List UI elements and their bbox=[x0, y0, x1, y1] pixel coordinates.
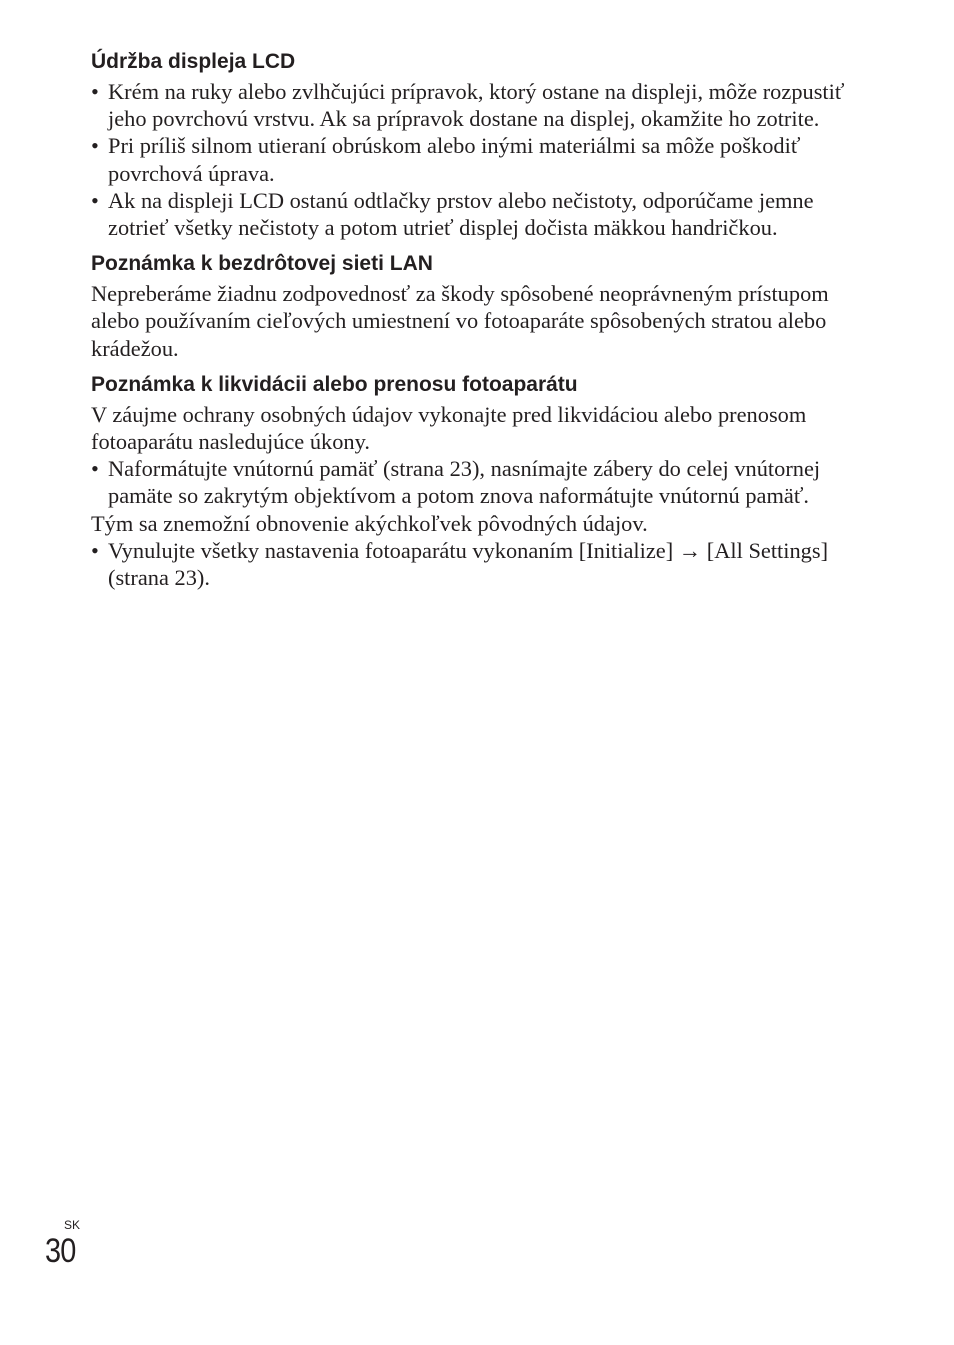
bullet-icon: • bbox=[91, 537, 99, 563]
paragraph: V záujme ochrany osobných údajov vykonajte pred likvidáciou alebo prenosom fotoaparátu nasledujúce úkony. bbox=[91, 401, 807, 455]
list-item bbox=[91, 537, 851, 591]
list-item-text: Pri príliš silnom utieraní obrúskom alebo inými materiálmi sa môže poškodiť povrchová úprava. bbox=[108, 133, 801, 186]
section-disposal-transfer bbox=[91, 371, 851, 591]
bullet-list bbox=[91, 78, 851, 241]
section-lcd-maintenance bbox=[91, 48, 851, 241]
page-number: 30 bbox=[45, 1232, 76, 1270]
list-item-text: Krém na ruky alebo zvlhčujúci prípravok, ktorý ostane na displeji, môže rozpustiť jeho povrchovú vrstvu. Ak sa prípravok dostane na displej, okamžite ho zotrite. bbox=[108, 79, 845, 132]
bullet-icon: • bbox=[91, 187, 99, 213]
page-footer bbox=[45, 1218, 81, 1270]
bullet-list bbox=[91, 537, 851, 591]
paragraph: Tým sa znemožní obnovenie akýchkoľvek pôvodných údajov. bbox=[91, 510, 648, 536]
list-item-text: Naformátujte vnútornú pamäť (strana 23), nasnímajte zábery do celej vnútornej pamäte so zakrytým objektívom a potom znova naformátujte vnútornú pamäť. bbox=[108, 456, 821, 509]
bullet-icon: • bbox=[91, 79, 99, 104]
section-heading: Poznámka k bezdrôtovej sieti LAN bbox=[91, 252, 433, 276]
section-heading: Poznámka k likvidácii alebo prenosu fotoaparátu bbox=[91, 372, 578, 396]
list-item bbox=[91, 78, 851, 132]
list-item bbox=[91, 132, 851, 186]
paragraph: Nepreberáme žiadnu zodpovednosť za škody spôsobené neoprávneným prístupom alebo používaním cieľových umiestnení vo fotoaparáte spôsobených stratou alebo krádežou. bbox=[91, 281, 829, 361]
bullet-list bbox=[91, 455, 851, 509]
section-heading: Údržba displeja LCD bbox=[91, 50, 296, 73]
list-item bbox=[91, 455, 851, 509]
language-code: SK bbox=[64, 1218, 81, 1232]
bullet-icon: • bbox=[91, 133, 99, 159]
document-body bbox=[91, 48, 851, 591]
list-item-text: Vynulujte všetky nastavenia fotoaparátu vykonaním [Initialize] → [All Settings] (strana 23). bbox=[108, 537, 829, 591]
section-wireless-lan bbox=[91, 250, 851, 362]
list-item-text: Ak na displeji LCD ostanú odtlačky prstov alebo nečistoty, odporúčame jemne zotrieť všetky nečistoty a potom utrieť displej dočista mäkkou handričkou. bbox=[108, 187, 814, 241]
list-item bbox=[91, 187, 851, 241]
bullet-icon: • bbox=[91, 456, 99, 482]
